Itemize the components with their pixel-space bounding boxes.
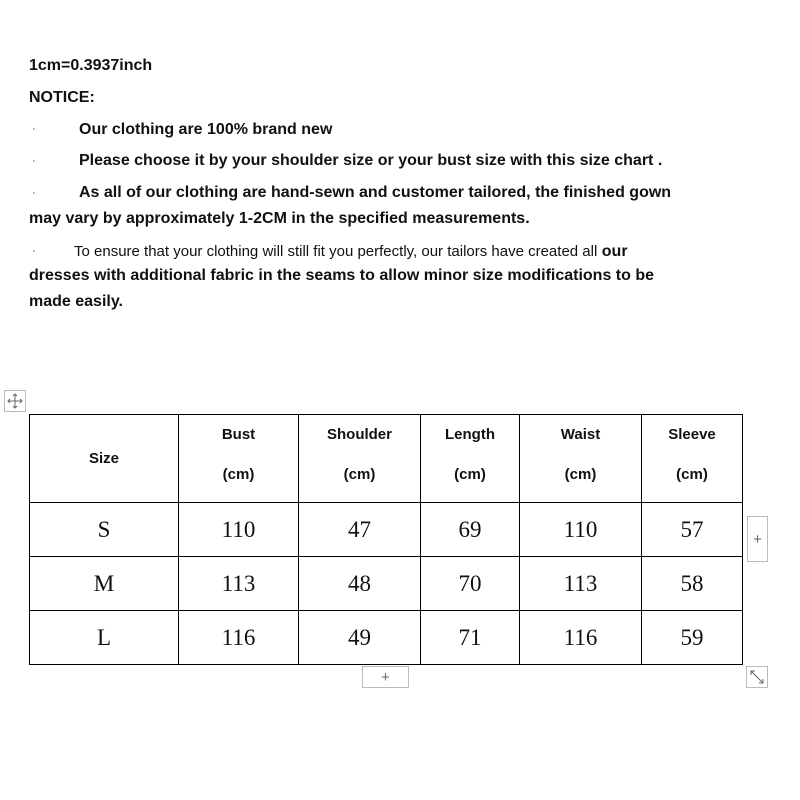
waist-cell: 113	[520, 557, 642, 611]
sleeve-cell: 59	[642, 611, 743, 665]
bullet-1: ·	[32, 123, 36, 135]
table-header-row	[30, 415, 743, 503]
size-cell: M	[30, 557, 179, 611]
table-row-m	[30, 557, 743, 611]
notice-line-4-light: To ensure that your clothing will still fit you perfectly, our tailors have created all	[74, 243, 598, 260]
notice-line-5: dresses with additional fabric in the seams to allow minor size modifications to be	[29, 267, 655, 284]
shoulder-cell: 47	[299, 503, 421, 557]
header-sleeve-unit: (cm)	[676, 466, 708, 483]
bust-cell: 116	[179, 611, 299, 665]
bust-cell: 110	[179, 503, 299, 557]
header-length	[421, 415, 520, 503]
conversion-text: 1cm=0.3937inch	[29, 57, 153, 74]
header-bust-label: Bust	[221, 426, 256, 443]
waist-cell: 116	[520, 611, 642, 665]
length-cell: 71	[421, 611, 520, 665]
add-column-button[interactable]	[747, 516, 768, 562]
notice-line-3: As all of our clothing are hand-sewn and customer tailored, the finished gown	[79, 184, 672, 201]
header-shoulder	[299, 415, 421, 503]
length-cell: 70	[421, 557, 520, 611]
sleeve-cell: 57	[642, 503, 743, 557]
move-icon	[5, 391, 25, 411]
size-cell: S	[30, 503, 179, 557]
table-row-l	[30, 611, 743, 665]
header-shoulder-unit: (cm)	[343, 466, 376, 483]
bullet-3: ·	[32, 187, 36, 199]
notice-line-6: made easily.	[29, 293, 123, 310]
header-shoulder-label: Shoulder	[326, 426, 392, 443]
size-header: Size	[88, 450, 119, 467]
notice-line-4-bold: our	[601, 243, 628, 260]
notice-line-3-cont: may vary by approximately 1-2CM in the specified measurements.	[29, 210, 530, 227]
header-bust	[179, 415, 299, 503]
notice-line-2: Please choose it by your shoulder size or your bust size with this size chart .	[79, 152, 663, 169]
bullet-4: ·	[32, 245, 36, 257]
shoulder-cell: 49	[299, 611, 421, 665]
header-length-unit: (cm)	[454, 466, 486, 483]
sleeve-cell: 58	[642, 557, 743, 611]
header-bust-unit: (cm)	[222, 466, 255, 483]
add-row-button[interactable]	[362, 666, 409, 688]
table-move-handle[interactable]	[4, 390, 26, 412]
notice-heading: NOTICE:	[29, 89, 95, 106]
bust-cell: 113	[179, 557, 299, 611]
waist-cell: 110	[520, 503, 642, 557]
header-length-label: Length	[445, 426, 495, 443]
table-resize-handle[interactable]	[746, 666, 768, 688]
length-cell: 69	[421, 503, 520, 557]
size-header-cell	[30, 415, 179, 503]
header-waist	[520, 415, 642, 503]
shoulder-cell: 48	[299, 557, 421, 611]
notice-line-1: Our clothing are 100% brand new	[79, 121, 333, 138]
header-waist-label: Waist	[560, 426, 601, 443]
header-sleeve	[642, 415, 743, 503]
notice-line-4	[74, 243, 628, 261]
table-row-s	[30, 503, 743, 557]
plus-icon: +	[381, 668, 390, 686]
size-chart-table	[29, 414, 743, 665]
plus-icon: +	[753, 530, 762, 548]
size-cell: L	[30, 611, 179, 665]
bullet-2: ·	[32, 155, 36, 167]
header-waist-unit: (cm)	[564, 466, 597, 483]
header-sleeve-label: Sleeve	[668, 426, 716, 443]
resize-icon	[747, 667, 767, 687]
